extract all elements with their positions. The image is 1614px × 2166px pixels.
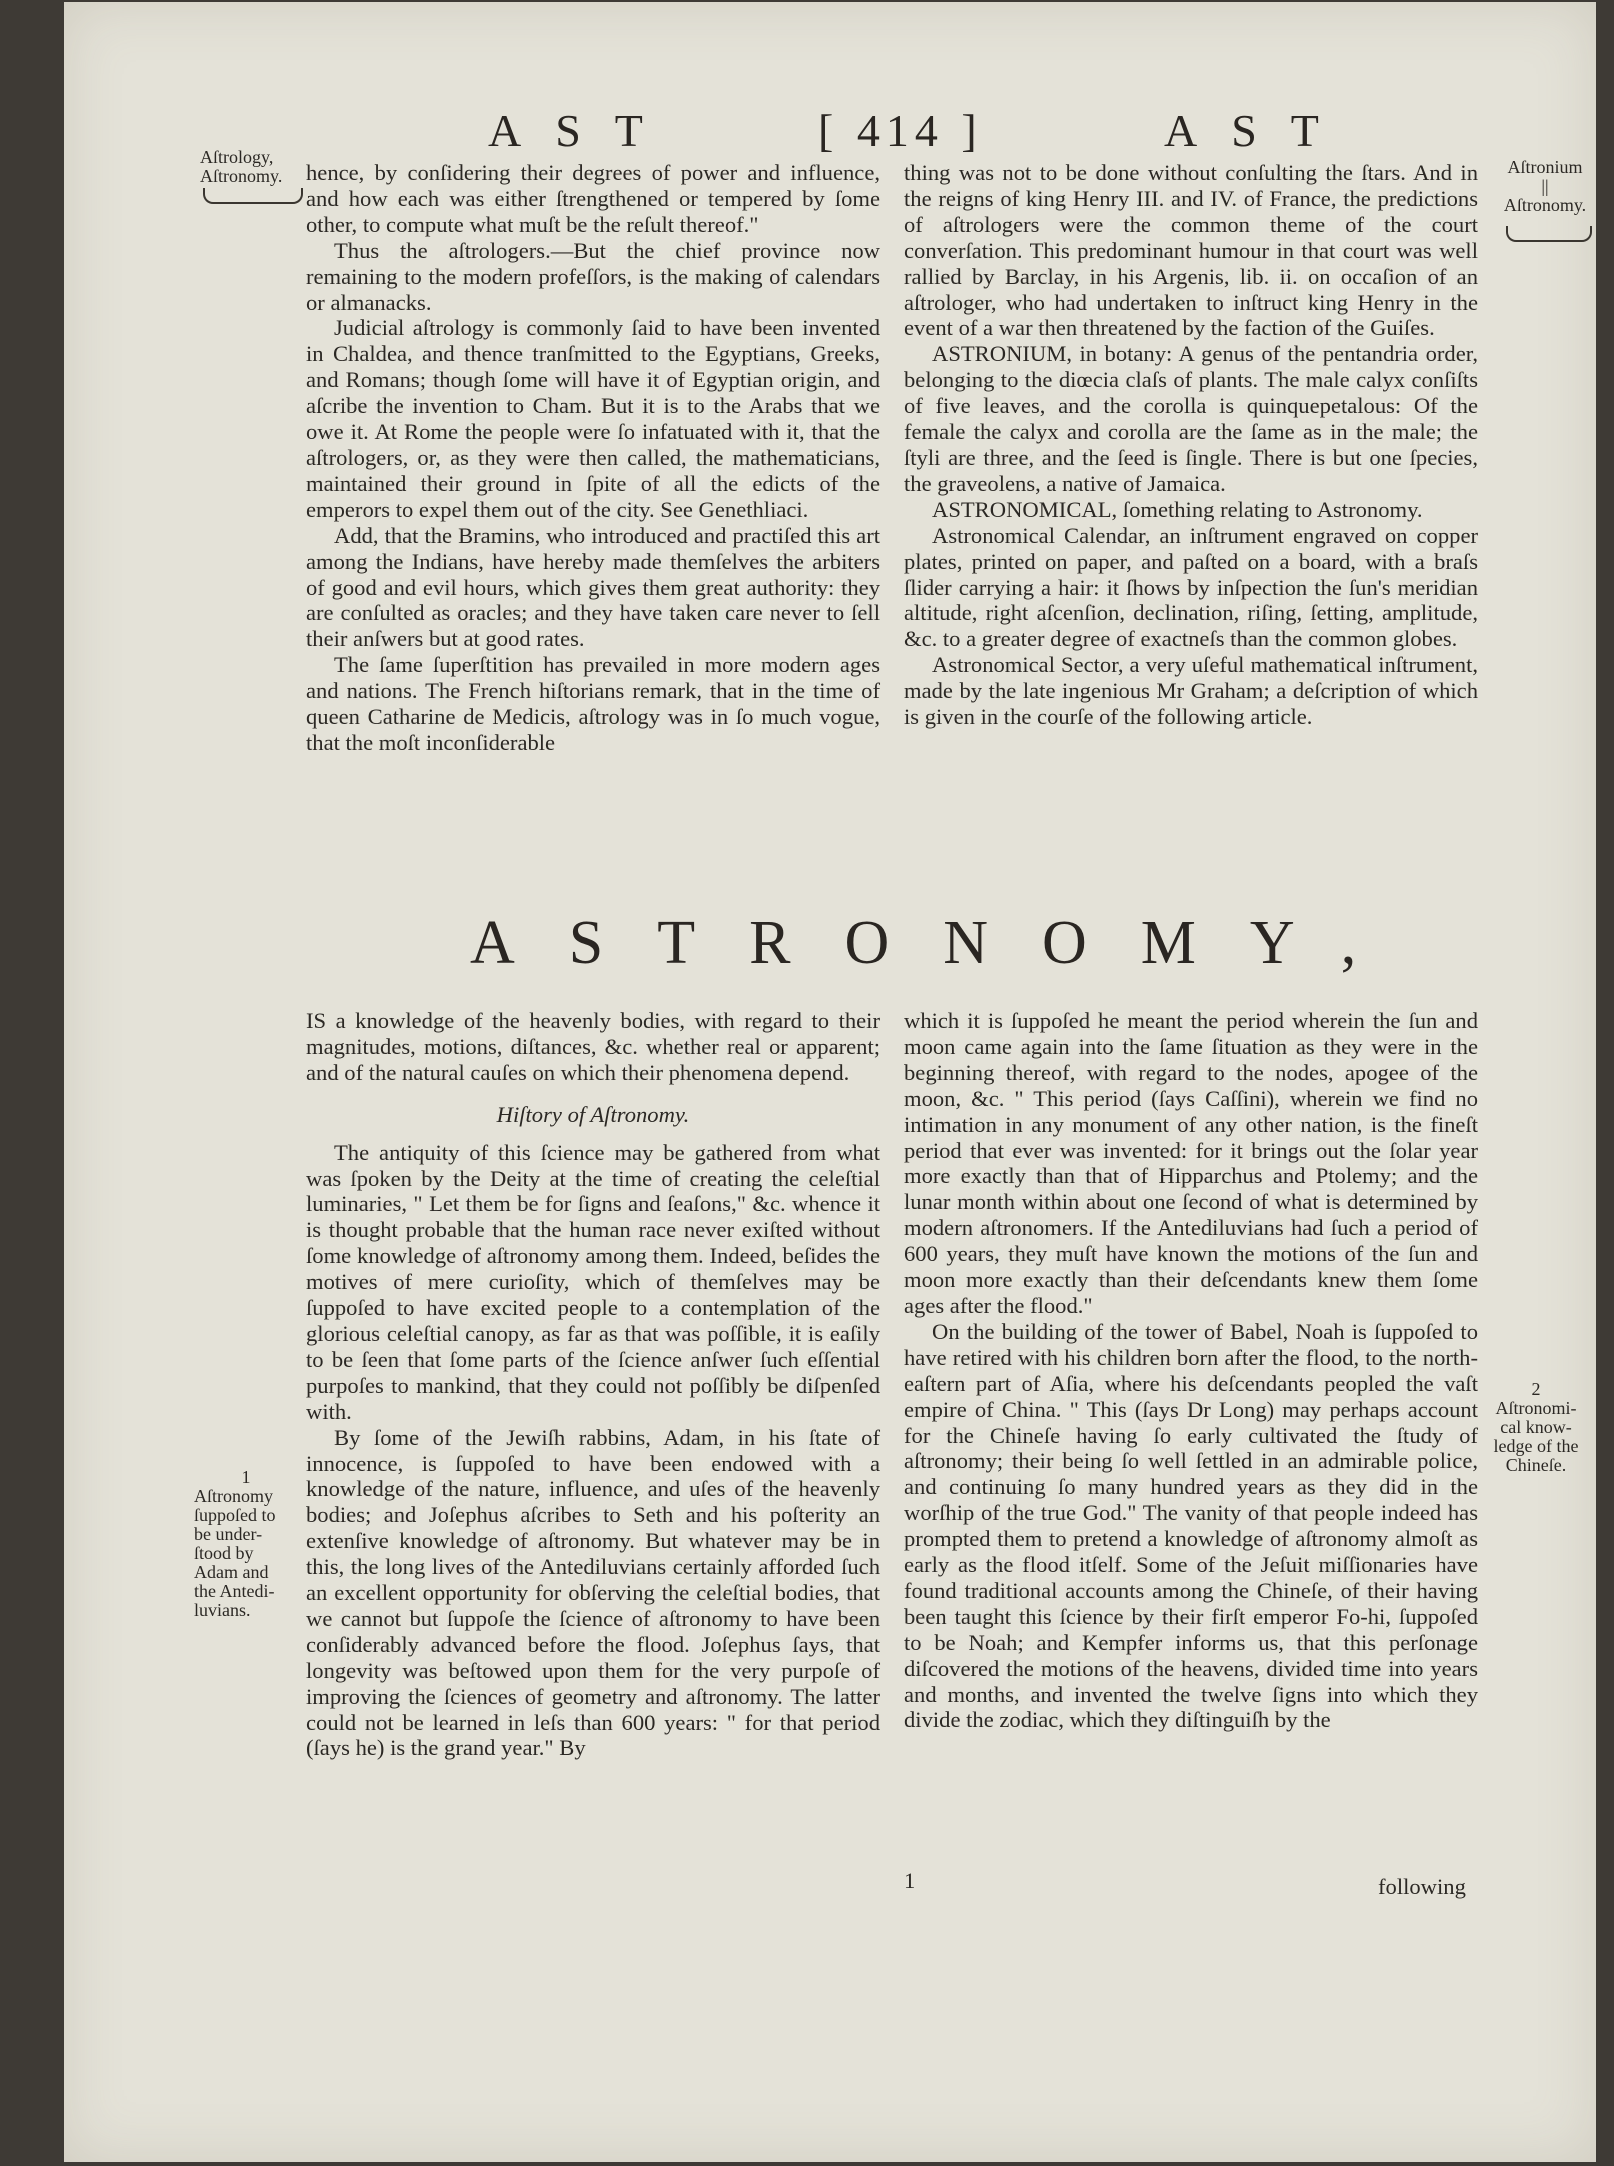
margin-note-line: Aſtronomy xyxy=(194,1486,273,1506)
margin-note-line: Aſtronomi- xyxy=(1495,1398,1577,1418)
paragraph: Astronomical Sector, a very uſeful mathematical inſtrument, made by the late ingenious Mr Graham; a deſcription of which is given in the courſe of the following article. xyxy=(904,652,1478,730)
header-right: AST xyxy=(1164,105,1353,156)
paragraph: thing was not to be done without conſulting the ſtars. And in the reigns of king Henry III. and IV. of France, the predictions of aſtrologers were the common theme of the court converſation. This predominant humour in that court was well rallied by Barclay, in his Argenis, lib. ii. on occaſion of an aſtrologer, who had undertaken to inſtruct king Henry in the event of a war then threatened by the faction of the Guiſes. xyxy=(904,160,1478,341)
column-top-right xyxy=(904,160,1478,730)
paragraph: Judicial aſtrology is commonly ſaid to have been invented in Chaldea, and thence tranſmitted to the Egyptians, Greeks, and Romans; though ſome will have it of Egyptian origin, and aſcribe the invention to Cham. But it is to the Arabs that we owe it. At Rome the people were ſo infatuated with it, that the aſtrologers, or, as they were then called, the mathematicians, maintained their ground in ſpite of all the edicts of the emperors to expel them out of the city. See Genethliaci. xyxy=(306,315,880,522)
margin-note-line: || xyxy=(1541,176,1549,196)
paragraph: The antiquity of this ſcience may be gathered from what was ſpoken by the Deity at the time of creating the celeſtial luminaries, " Let them be for ſigns and ſeaſons," &c. whence it is thought probable that the human race never exiſted without ſome knowledge of aſtronomy among them. Indeed, beſides the motives of mere curioſity, which of themſelves may be ſuppoſed to have excited people to a contemplation of the glorious celeſtial canopy, as far as that was poſſible, it is eaſily to be ſeen that ſome parts of the ſcience anſwer ſuch eſſential purpoſes to mankind, that they could not poſſibly be diſpenſed with. xyxy=(306,1139,880,1424)
margin-note-line: cal know- xyxy=(1500,1417,1572,1437)
column-bottom-left xyxy=(306,1008,880,1761)
paragraph: ASTRONIUM, in botany: A genus of the pentandria order, belonging to the diœcia claſs of plants. The male calyx conſiſts of five leaves, and the corolla is quinquepetalous: Of the female the calyx and corolla are the ſame as in the male; the ſtyli are three, and the ſeed is ſingle. There is but one ſpecies, the graveolens, a native of Jamaica. xyxy=(904,341,1478,496)
margin-note-line: be under- xyxy=(194,1524,263,1544)
header-left: AST xyxy=(488,105,677,156)
paragraph: Thus the aſtrologers.—But the chief province now remaining to the modern profeſſors, is the making of calendars or almanacks. xyxy=(306,237,880,315)
margin-note-number: 1 xyxy=(241,1467,251,1487)
paragraph: By ſome of the Jewiſh rabbins, Adam, in his ſtate of innocence, is ſuppoſed to have been endowed with a knowledge of the nature, influence, and uſes of the heavenly bodies; and Joſephus aſcribes to Seth and his poſterity an extenſive knowledge of aſtronomy. But whatever may be in this, the long lives of the Antediluvians certainly afforded ſuch an excellent opportunity for obſerving the celeſtial bodies, that we cannot but ſuppoſe the ſcience of aſtronomy to have been conſiderably advanced before the flood. Joſephus ſays, that longevity was beſtowed upon them for the very purpoſe of improving the ſciences of geometry and aſtronomy. The latter could not be learned in leſs than 600 years: " for that period (ſays he) is the grand year." By xyxy=(306,1424,880,1761)
paragraph: On the building of the tower of Babel, Noah is ſuppoſed to have retired with his children born after the flood, to the north-eaſtern part of Aſia, where his deſcendants peopled the vaſt empire of China. " This (ſays Dr Long) may perhaps account for the Chineſe having ſo early cultivated the ſtudy of aſtronomy; their being ſo well ſettled in an admirable police, and continuing ſo many hundred years as they did in the worſhip of the true God." The vanity of that people indeed has prompted them to pretend a knowledge of aſtronomy almoſt as early as the flood itſelf. Some of the Jeſuit miſſionaries have found traditional accounts among the Chineſe, of their having been taught this ſcience by their firſt emperor Fo-hi, ſuppoſed to be Noah; and Kempfer informs us, that this perſonage diſcovered the motions of the heavens, divided time into years and months, and invented the twelve ſigns into which they divide the zodiac, which they diſtinguiſh by the xyxy=(904,1318,1478,1733)
paragraph: hence, by conſidering their degrees of power and influence, and how each was either ſtrengthened or tempered by ſome other, to compute what muſt be the reſult thereof." xyxy=(306,160,880,237)
margin-note-line: Chineſe. xyxy=(1505,1455,1567,1475)
paragraph: Add, that the Bramins, who introduced and practiſed this art among the Indians, have hereby made themſelves the arbiters of good and evil hours, which gives them great authority: they are conſulted as oracles; and they have taken care never to ſell their anſwers but at good rates. xyxy=(306,522,880,652)
margin-note-line: ledge of the xyxy=(1493,1436,1579,1456)
brace-mark xyxy=(203,188,303,204)
paragraph: Astronomical Calendar, an inſtrument engraved on copper plates, printed on paper, and paſted on a board, with a braſs ſlider carrying a hair: it ſhows by inſpection the ſun's meridian altitude, right aſcenſion, declination, riſing, ſetting, amplitude, &c. to a greater degree of exactneſs than the common globes. xyxy=(904,522,1478,652)
paragraph: which it is ſuppoſed he meant the period wherein the ſun and moon came again into the ſame ſituation as they were in the beginning thereof, with regard to the nodes, apogee of the moon, &c. " This period (ſays Caſſini), wherein we find no intimation in any monument of any other nation, is the fineſt period that ever was invented: for it brings out the ſolar year more exactly than that of Hipparchus and Ptolemy; and the lunar month within about one ſecond of what is determined by modern aſtronomers. If the Antediluvians had ſuch a period of 600 years, they muſt have known the motions of the ſun and moon more exactly than their deſcendants knew them ſome ages after the flood." xyxy=(904,1008,1478,1318)
margin-note-line: Adam and xyxy=(194,1562,269,1582)
signature-mark: 1 xyxy=(904,1868,916,1893)
margin-note-line: luvians. xyxy=(194,1600,251,1620)
margin-note-line: Aſtrology, xyxy=(200,147,274,167)
paragraph: IS a knowledge of the heavenly bodies, with regard to their magnitudes, motions, diſtances, &c. whether real or apparent; and of the natural cauſes on which their phenomena depend. xyxy=(306,1008,880,1085)
margin-note-top-left xyxy=(200,148,282,186)
margin-note-top-right xyxy=(1500,158,1590,215)
margin-note-1 xyxy=(194,1468,298,1620)
column-bottom-right xyxy=(904,1008,1478,1733)
margin-note-line: Aſtronomy. xyxy=(1503,195,1587,215)
margin-note-number: 2 xyxy=(1531,1379,1541,1399)
page-number: [ 414 ] xyxy=(818,105,983,156)
brace-mark xyxy=(1506,226,1592,242)
paragraph: The ſame ſuperſtition has prevailed in more modern ages and nations. The French hiſtorians remark, that in the time of queen Catharine de Medicis, aſtrology was in ſo much vogue, that the moſt inconſiderable xyxy=(306,652,880,755)
margin-note-line: the Antedi- xyxy=(194,1581,275,1601)
main-title: ASTRONOMY, xyxy=(470,909,1411,977)
margin-note-line: ſtood by xyxy=(194,1543,254,1563)
margin-note-line: Aſtronium xyxy=(1507,157,1583,177)
paragraph: ASTRONOMICAL, ſomething relating to Astronomy. xyxy=(932,496,1423,522)
margin-note-line: Aſtronomy. xyxy=(200,166,283,186)
catchword: following xyxy=(1378,1874,1466,1899)
column-top-left xyxy=(306,160,880,756)
margin-note-line: ſuppoſed to xyxy=(194,1505,276,1525)
margin-note-2 xyxy=(1484,1380,1588,1475)
section-heading: Hiſtory of Aſtronomy. xyxy=(496,1101,690,1127)
